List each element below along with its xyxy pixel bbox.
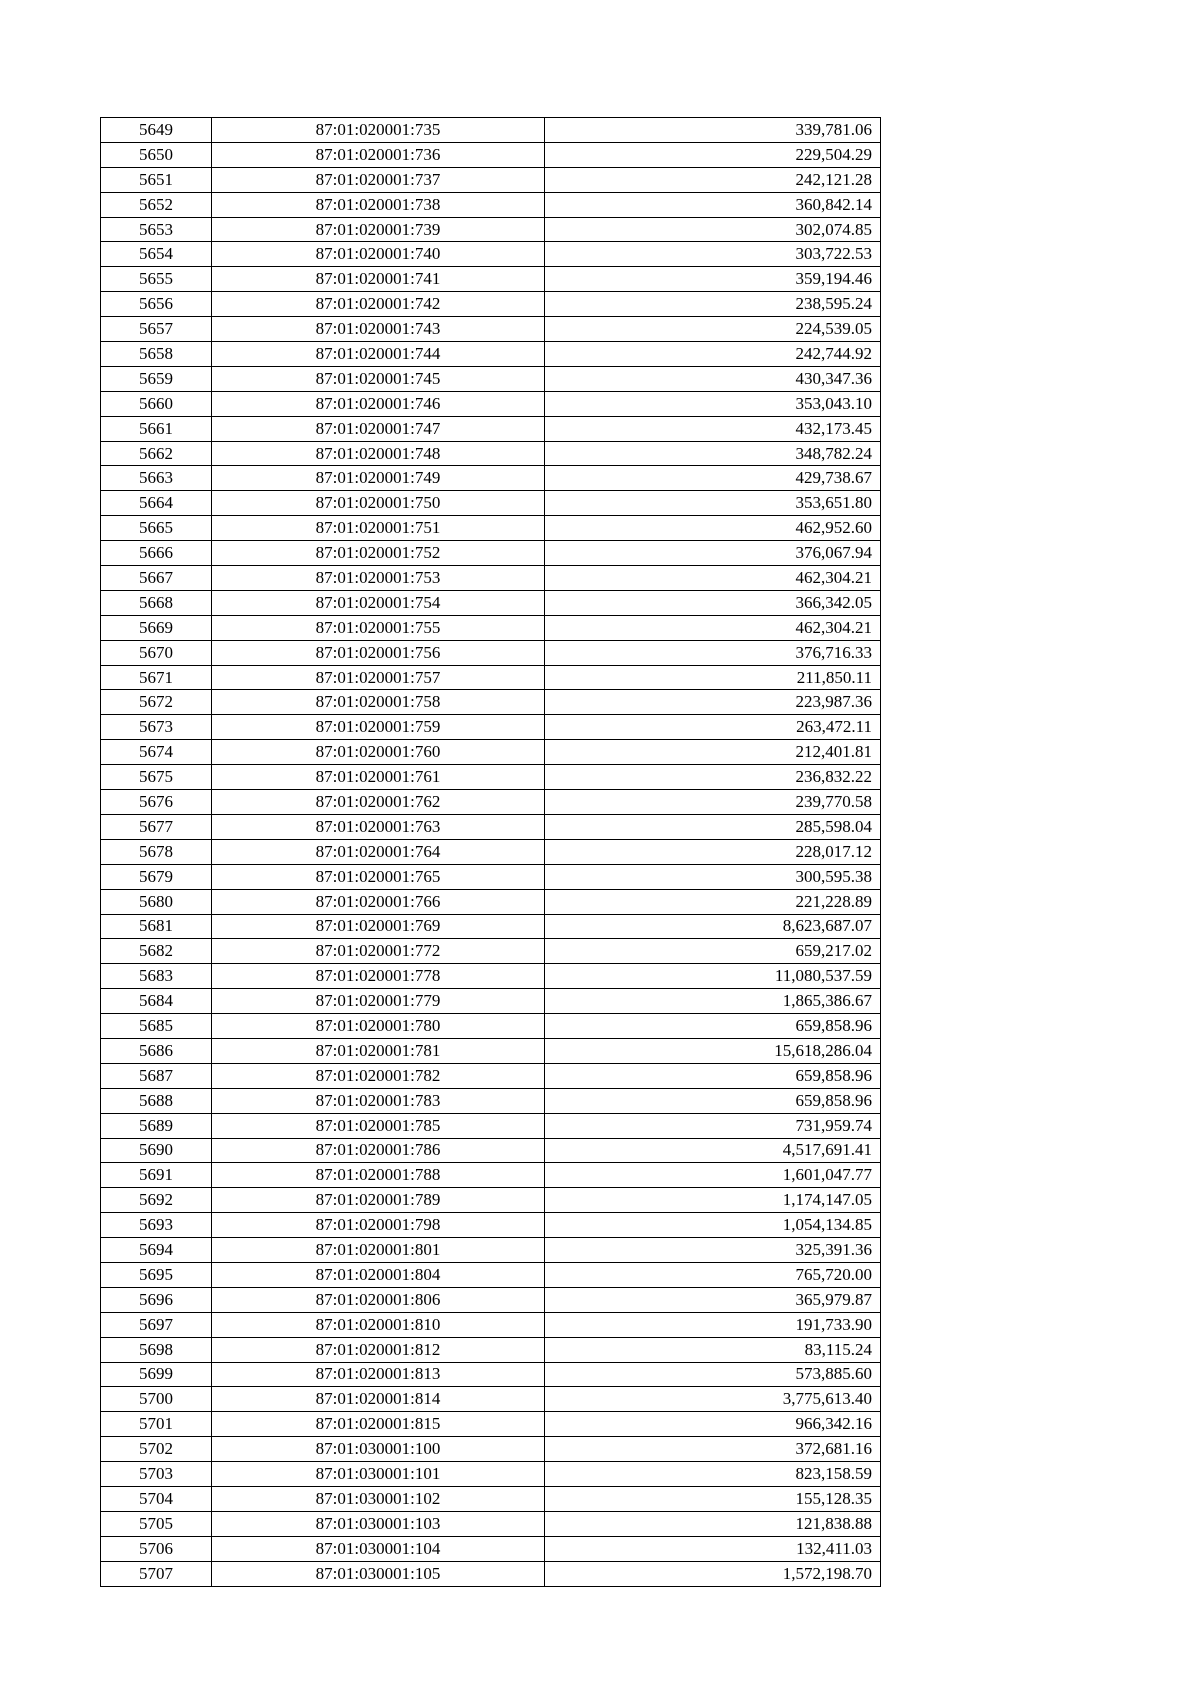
cadastral-number-cell: 87:01:020001:772	[212, 939, 545, 964]
value-cell: 353,043.10	[545, 391, 881, 416]
cadastral-number-cell: 87:01:020001:740	[212, 242, 545, 267]
value-cell: 823,158.59	[545, 1462, 881, 1487]
row-number-cell: 5699	[101, 1362, 212, 1387]
row-number-cell: 5660	[101, 391, 212, 416]
row-number-cell: 5664	[101, 491, 212, 516]
row-number-cell: 5655	[101, 267, 212, 292]
value-cell: 731,959.74	[545, 1113, 881, 1138]
row-number-cell: 5663	[101, 466, 212, 491]
table-row	[101, 1462, 881, 1487]
value-cell: 191,733.90	[545, 1312, 881, 1337]
cadastral-number-cell: 87:01:020001:742	[212, 292, 545, 317]
row-number-cell: 5678	[101, 839, 212, 864]
row-number-cell: 5684	[101, 989, 212, 1014]
table-row	[101, 142, 881, 167]
value-cell: 15,618,286.04	[545, 1038, 881, 1063]
table-row	[101, 1412, 881, 1437]
value-cell: 429,738.67	[545, 466, 881, 491]
table-row	[101, 342, 881, 367]
table-row	[101, 267, 881, 292]
table-row	[101, 590, 881, 615]
table-row	[101, 1337, 881, 1362]
table-row	[101, 1536, 881, 1561]
row-number-cell: 5657	[101, 317, 212, 342]
table-row	[101, 317, 881, 342]
row-number-cell: 5666	[101, 541, 212, 566]
value-cell: 376,067.94	[545, 541, 881, 566]
row-number-cell: 5676	[101, 790, 212, 815]
value-cell: 659,858.96	[545, 1014, 881, 1039]
value-cell: 303,722.53	[545, 242, 881, 267]
row-number-cell: 5691	[101, 1163, 212, 1188]
cadastral-number-cell: 87:01:020001:749	[212, 466, 545, 491]
table-row	[101, 466, 881, 491]
value-cell: 1,601,047.77	[545, 1163, 881, 1188]
row-number-cell: 5680	[101, 889, 212, 914]
row-number-cell: 5686	[101, 1038, 212, 1063]
cadastral-number-cell: 87:01:030001:104	[212, 1536, 545, 1561]
row-number-cell: 5653	[101, 217, 212, 242]
value-cell: 432,173.45	[545, 416, 881, 441]
table-row	[101, 1387, 881, 1412]
table-row	[101, 292, 881, 317]
row-number-cell: 5689	[101, 1113, 212, 1138]
table-row	[101, 1188, 881, 1213]
table-row	[101, 740, 881, 765]
cadastral-number-cell: 87:01:020001:780	[212, 1014, 545, 1039]
cadastral-number-cell: 87:01:020001:804	[212, 1262, 545, 1287]
row-number-cell: 5650	[101, 142, 212, 167]
row-number-cell: 5692	[101, 1188, 212, 1213]
value-cell: 348,782.24	[545, 441, 881, 466]
cadastral-number-cell: 87:01:020001:735	[212, 118, 545, 143]
row-number-cell: 5658	[101, 342, 212, 367]
row-number-cell: 5704	[101, 1486, 212, 1511]
cadastral-number-cell: 87:01:020001:801	[212, 1238, 545, 1263]
value-cell: 1,174,147.05	[545, 1188, 881, 1213]
table-row	[101, 989, 881, 1014]
value-cell: 360,842.14	[545, 192, 881, 217]
value-cell: 285,598.04	[545, 814, 881, 839]
table-row	[101, 1312, 881, 1337]
table-row	[101, 814, 881, 839]
row-number-cell: 5679	[101, 864, 212, 889]
cadastral-number-cell: 87:01:020001:806	[212, 1287, 545, 1312]
value-cell: 83,115.24	[545, 1337, 881, 1362]
table-row	[101, 366, 881, 391]
row-number-cell: 5670	[101, 640, 212, 665]
cadastral-number-cell: 87:01:030001:101	[212, 1462, 545, 1487]
table-row	[101, 939, 881, 964]
value-cell: 462,304.21	[545, 615, 881, 640]
row-number-cell: 5696	[101, 1287, 212, 1312]
row-number-cell: 5661	[101, 416, 212, 441]
cadastral-number-cell: 87:01:020001:754	[212, 590, 545, 615]
table-row	[101, 416, 881, 441]
row-number-cell: 5682	[101, 939, 212, 964]
value-cell: 372,681.16	[545, 1437, 881, 1462]
row-number-cell: 5693	[101, 1213, 212, 1238]
cadastral-number-cell: 87:01:020001:813	[212, 1362, 545, 1387]
table-row	[101, 640, 881, 665]
row-number-cell: 5671	[101, 665, 212, 690]
value-cell: 229,504.29	[545, 142, 881, 167]
table-row	[101, 541, 881, 566]
row-number-cell: 5690	[101, 1138, 212, 1163]
cadastral-number-cell: 87:01:020001:757	[212, 665, 545, 690]
value-cell: 353,651.80	[545, 491, 881, 516]
value-cell: 11,080,537.59	[545, 964, 881, 989]
cadastral-number-cell: 87:01:020001:763	[212, 814, 545, 839]
cadastral-number-cell: 87:01:020001:781	[212, 1038, 545, 1063]
row-number-cell: 5656	[101, 292, 212, 317]
cadastral-number-cell: 87:01:020001:756	[212, 640, 545, 665]
value-cell: 4,517,691.41	[545, 1138, 881, 1163]
value-cell: 462,952.60	[545, 516, 881, 541]
row-number-cell: 5649	[101, 118, 212, 143]
row-number-cell: 5659	[101, 366, 212, 391]
value-cell: 212,401.81	[545, 740, 881, 765]
table-row	[101, 665, 881, 690]
table-row	[101, 715, 881, 740]
cadastral-number-cell: 87:01:020001:764	[212, 839, 545, 864]
value-cell: 462,304.21	[545, 566, 881, 591]
cadastral-number-cell: 87:01:020001:786	[212, 1138, 545, 1163]
cadastral-number-cell: 87:01:020001:766	[212, 889, 545, 914]
row-number-cell: 5677	[101, 814, 212, 839]
cadastral-number-cell: 87:01:020001:752	[212, 541, 545, 566]
row-number-cell: 5701	[101, 1412, 212, 1437]
table-row	[101, 516, 881, 541]
row-number-cell: 5688	[101, 1088, 212, 1113]
row-number-cell: 5706	[101, 1536, 212, 1561]
table-row	[101, 864, 881, 889]
value-cell: 242,744.92	[545, 342, 881, 367]
cadastral-number-cell: 87:01:020001:747	[212, 416, 545, 441]
value-cell: 263,472.11	[545, 715, 881, 740]
value-cell: 365,979.87	[545, 1287, 881, 1312]
table-row	[101, 765, 881, 790]
value-cell: 132,411.03	[545, 1536, 881, 1561]
value-cell: 765,720.00	[545, 1262, 881, 1287]
table-row	[101, 167, 881, 192]
table-row	[101, 1511, 881, 1536]
table-row	[101, 118, 881, 143]
table-row	[101, 242, 881, 267]
row-number-cell: 5707	[101, 1561, 212, 1586]
row-number-cell: 5695	[101, 1262, 212, 1287]
table-row	[101, 1014, 881, 1039]
cadastral-number-cell: 87:01:020001:748	[212, 441, 545, 466]
table-row	[101, 192, 881, 217]
row-number-cell: 5687	[101, 1063, 212, 1088]
row-number-cell: 5672	[101, 690, 212, 715]
value-cell: 239,770.58	[545, 790, 881, 815]
cadastral-number-cell: 87:01:020001:782	[212, 1063, 545, 1088]
cadastral-number-cell: 87:01:020001:760	[212, 740, 545, 765]
table-row	[101, 1088, 881, 1113]
table-row	[101, 1262, 881, 1287]
table-row	[101, 615, 881, 640]
table-row	[101, 441, 881, 466]
table-row	[101, 1486, 881, 1511]
value-cell: 155,128.35	[545, 1486, 881, 1511]
row-number-cell: 5673	[101, 715, 212, 740]
row-number-cell: 5652	[101, 192, 212, 217]
row-number-cell: 5683	[101, 964, 212, 989]
table-row	[101, 1287, 881, 1312]
cadastral-number-cell: 87:01:020001:765	[212, 864, 545, 889]
cadastral-number-cell: 87:01:020001:737	[212, 167, 545, 192]
table-row	[101, 491, 881, 516]
row-number-cell: 5667	[101, 566, 212, 591]
cadastral-value-table	[100, 117, 881, 1587]
cadastral-number-cell: 87:01:030001:102	[212, 1486, 545, 1511]
cadastral-number-cell: 87:01:020001:758	[212, 690, 545, 715]
value-cell: 221,228.89	[545, 889, 881, 914]
cadastral-number-cell: 87:01:020001:739	[212, 217, 545, 242]
cadastral-number-cell: 87:01:030001:105	[212, 1561, 545, 1586]
row-number-cell: 5705	[101, 1511, 212, 1536]
table-row	[101, 1362, 881, 1387]
value-cell: 376,716.33	[545, 640, 881, 665]
value-cell: 573,885.60	[545, 1362, 881, 1387]
value-cell: 1,865,386.67	[545, 989, 881, 1014]
cadastral-number-cell: 87:01:020001:761	[212, 765, 545, 790]
value-cell: 236,832.22	[545, 765, 881, 790]
row-number-cell: 5703	[101, 1462, 212, 1487]
value-cell: 659,858.96	[545, 1063, 881, 1088]
cadastral-number-cell: 87:01:020001:785	[212, 1113, 545, 1138]
row-number-cell: 5698	[101, 1337, 212, 1362]
table-row	[101, 1138, 881, 1163]
table-row	[101, 1238, 881, 1263]
cadastral-number-cell: 87:01:020001:814	[212, 1387, 545, 1412]
table-row	[101, 790, 881, 815]
table-row	[101, 690, 881, 715]
cadastral-number-cell: 87:01:020001:798	[212, 1213, 545, 1238]
table-row	[101, 1437, 881, 1462]
row-number-cell: 5675	[101, 765, 212, 790]
value-cell: 302,074.85	[545, 217, 881, 242]
cadastral-number-cell: 87:01:020001:743	[212, 317, 545, 342]
table-row	[101, 914, 881, 939]
cadastral-number-cell: 87:01:020001:753	[212, 566, 545, 591]
cadastral-number-cell: 87:01:020001:759	[212, 715, 545, 740]
table-row	[101, 964, 881, 989]
cadastral-number-cell: 87:01:020001:745	[212, 366, 545, 391]
value-cell: 1,054,134.85	[545, 1213, 881, 1238]
cadastral-number-cell: 87:01:020001:779	[212, 989, 545, 1014]
value-cell: 339,781.06	[545, 118, 881, 143]
value-cell: 3,775,613.40	[545, 1387, 881, 1412]
value-cell: 659,858.96	[545, 1088, 881, 1113]
row-number-cell: 5694	[101, 1238, 212, 1263]
cadastral-number-cell: 87:01:020001:736	[212, 142, 545, 167]
row-number-cell: 5685	[101, 1014, 212, 1039]
cadastral-number-cell: 87:01:030001:100	[212, 1437, 545, 1462]
value-cell: 224,539.05	[545, 317, 881, 342]
value-cell: 430,347.36	[545, 366, 881, 391]
cadastral-number-cell: 87:01:020001:751	[212, 516, 545, 541]
cadastral-number-cell: 87:01:020001:744	[212, 342, 545, 367]
row-number-cell: 5702	[101, 1437, 212, 1462]
value-cell: 325,391.36	[545, 1238, 881, 1263]
table-row	[101, 839, 881, 864]
value-cell: 659,217.02	[545, 939, 881, 964]
value-cell: 1,572,198.70	[545, 1561, 881, 1586]
value-cell: 366,342.05	[545, 590, 881, 615]
cadastral-number-cell: 87:01:020001:762	[212, 790, 545, 815]
table-row	[101, 1163, 881, 1188]
row-number-cell: 5674	[101, 740, 212, 765]
value-cell: 223,987.36	[545, 690, 881, 715]
value-cell: 238,595.24	[545, 292, 881, 317]
value-cell: 121,838.88	[545, 1511, 881, 1536]
table-row	[101, 566, 881, 591]
row-number-cell: 5700	[101, 1387, 212, 1412]
table-row	[101, 217, 881, 242]
value-cell: 359,194.46	[545, 267, 881, 292]
row-number-cell: 5697	[101, 1312, 212, 1337]
value-cell: 966,342.16	[545, 1412, 881, 1437]
cadastral-number-cell: 87:01:020001:815	[212, 1412, 545, 1437]
cadastral-number-cell: 87:01:020001:778	[212, 964, 545, 989]
table-row	[101, 1561, 881, 1586]
cadastral-number-cell: 87:01:020001:769	[212, 914, 545, 939]
table-body	[101, 118, 881, 1587]
cadastral-number-cell: 87:01:020001:788	[212, 1163, 545, 1188]
table-row	[101, 1113, 881, 1138]
cadastral-number-cell: 87:01:020001:738	[212, 192, 545, 217]
cadastral-number-cell: 87:01:020001:789	[212, 1188, 545, 1213]
cadastral-number-cell: 87:01:020001:741	[212, 267, 545, 292]
cadastral-number-cell: 87:01:020001:755	[212, 615, 545, 640]
value-cell: 8,623,687.07	[545, 914, 881, 939]
value-cell: 242,121.28	[545, 167, 881, 192]
table-row	[101, 1038, 881, 1063]
table-row	[101, 1213, 881, 1238]
cadastral-number-cell: 87:01:020001:746	[212, 391, 545, 416]
value-cell: 300,595.38	[545, 864, 881, 889]
table-row	[101, 391, 881, 416]
row-number-cell: 5669	[101, 615, 212, 640]
cadastral-number-cell: 87:01:020001:783	[212, 1088, 545, 1113]
cadastral-number-cell: 87:01:020001:812	[212, 1337, 545, 1362]
row-number-cell: 5651	[101, 167, 212, 192]
row-number-cell: 5665	[101, 516, 212, 541]
cadastral-number-cell: 87:01:020001:810	[212, 1312, 545, 1337]
row-number-cell: 5668	[101, 590, 212, 615]
cadastral-number-cell: 87:01:030001:103	[212, 1511, 545, 1536]
table-row	[101, 1063, 881, 1088]
table-row	[101, 889, 881, 914]
row-number-cell: 5654	[101, 242, 212, 267]
row-number-cell: 5681	[101, 914, 212, 939]
row-number-cell: 5662	[101, 441, 212, 466]
value-cell: 228,017.12	[545, 839, 881, 864]
value-cell: 211,850.11	[545, 665, 881, 690]
cadastral-number-cell: 87:01:020001:750	[212, 491, 545, 516]
